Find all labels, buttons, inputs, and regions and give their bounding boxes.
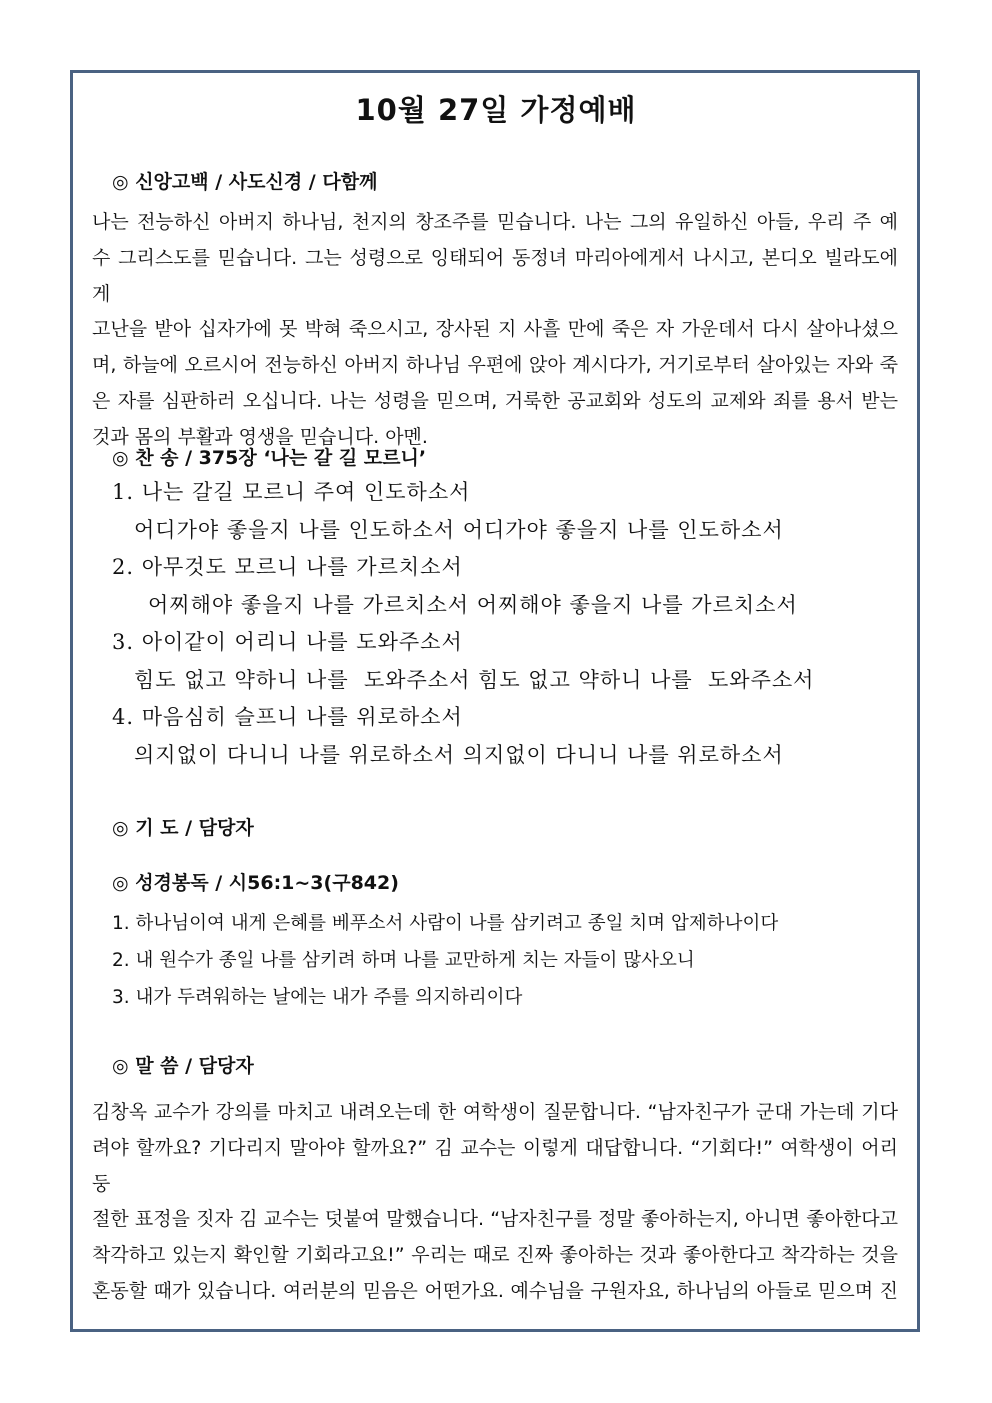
verse-1: 1. 하나님이여 내게 은혜를 베푸소서 사람이 나를 삼키려고 종일 치며 압제하나이다 <box>112 913 779 934</box>
creed-line: 고난을 받아 십자가에 못 박혀 죽으시고, 장사된 지 사흘 만에 죽은 자 가운데서 다시 살아나셨으 <box>92 318 898 341</box>
hymn-verse-2-refrain: 어찌해야 좋을지 나를 가르치소서 어찌해야 좋을지 나를 가르치소서 <box>148 592 798 617</box>
creed-text <box>92 205 898 456</box>
hymn-heading: ◎ 찬 송 / 375장 ‘나는 갈 길 모르니’ <box>112 447 427 469</box>
page-title: 10월 27일 가정예배 <box>355 93 637 127</box>
sermon-heading: ◎ 말 씀 / 담당자 <box>112 1055 254 1077</box>
reading-verses <box>112 905 778 1016</box>
creed-line: 며, 하늘에 오르시어 전능하신 아버지 하나님 우편에 앉아 계시다가, 거기로부터 살아있는 자와 죽 <box>92 354 898 377</box>
creed-line: 나는 전능하신 아버지 하나님, 천지의 창조주를 믿습니다. 나는 그의 유일하신 아들, 우리 주 예 <box>92 211 898 233</box>
hymn-verse-1: 1. 나는 갈길 모르니 주여 인도하소서 <box>112 480 471 504</box>
creed-line: 수 그리스도를 믿습니다. 그는 성령으로 잉태되어 동정녀 마리아에게서 나시고, 본디오 빌라도에게 <box>92 246 898 305</box>
hymn-verse-3: 3. 아이같이 어리니 나를 도와주소서 <box>112 630 463 654</box>
hymn-verse-3-refrain: 힘도 없고 약하니 나를 도와주소서 힘도 없고 약하니 나를 도와주소서 <box>134 667 815 692</box>
reading-heading: ◎ 성경봉독 / 시56:1~3(구842) <box>112 872 399 894</box>
creed-line: 것과 몸의 부활과 영생을 믿습니다. 아멘. <box>92 425 428 448</box>
hymn-verse-4: 4. 마음심히 슬프니 나를 위로하소서 <box>112 705 463 729</box>
sermon-line: 김창옥 교수가 강의를 마치고 내려오는데 한 여학생이 질문합니다. “남자친구가 군대 가는데 기다 <box>92 1101 898 1123</box>
hymn-verse-2: 2. 아무것도 모르니 나를 가르치소서 <box>112 555 463 579</box>
hymn-lyrics <box>112 474 814 774</box>
verse-3: 3. 내가 두려워하는 날에는 내가 주를 의지하리이다 <box>112 987 523 1008</box>
sermon-line: 착각하고 있는지 확인할 기회라고요!” 우리는 때로 진짜 좋아하는 것과 좋아한다고 착각하는 것을 <box>92 1244 898 1267</box>
verse-2: 2. 내 원수가 종일 나를 삼키려 하며 나를 교만하게 치는 자들이 많사오니 <box>112 950 695 971</box>
sermon-text <box>92 1095 898 1310</box>
hymn-verse-1-refrain: 어디가야 좋을지 나를 인도하소서 어디가야 좋을지 나를 인도하소서 <box>134 517 784 542</box>
hymn-verse-4-refrain: 의지없이 다니니 나를 위로하소서 의지없이 다니니 나를 위로하소서 <box>134 742 784 767</box>
creed-line: 은 자를 심판하러 오십니다. 나는 성령을 믿으며, 거룩한 공교회와 성도의 교제와 죄를 용서 받는 <box>92 389 898 412</box>
sermon-line: 절한 표정을 짓자 김 교수는 덧붙여 말했습니다. “남자친구를 정말 좋아하는지, 아니면 좋아한다고 <box>92 1208 898 1231</box>
sermon-line: 혼동할 때가 있습니다. 여러분의 믿음은 어떤가요. 예수님을 구원자요, 하나님의 아들로 믿으며 진 <box>92 1279 898 1302</box>
creed-heading: ◎ 신앙고백 / 사도신경 / 다함께 <box>112 171 378 193</box>
prayer-heading: ◎ 기 도 / 담당자 <box>112 817 254 839</box>
sermon-line: 려야 할까요? 기다리지 말아야 할까요?” 김 교수는 이렇게 대답합니다. “기회다!” 여학생이 어리둥 <box>92 1136 898 1195</box>
